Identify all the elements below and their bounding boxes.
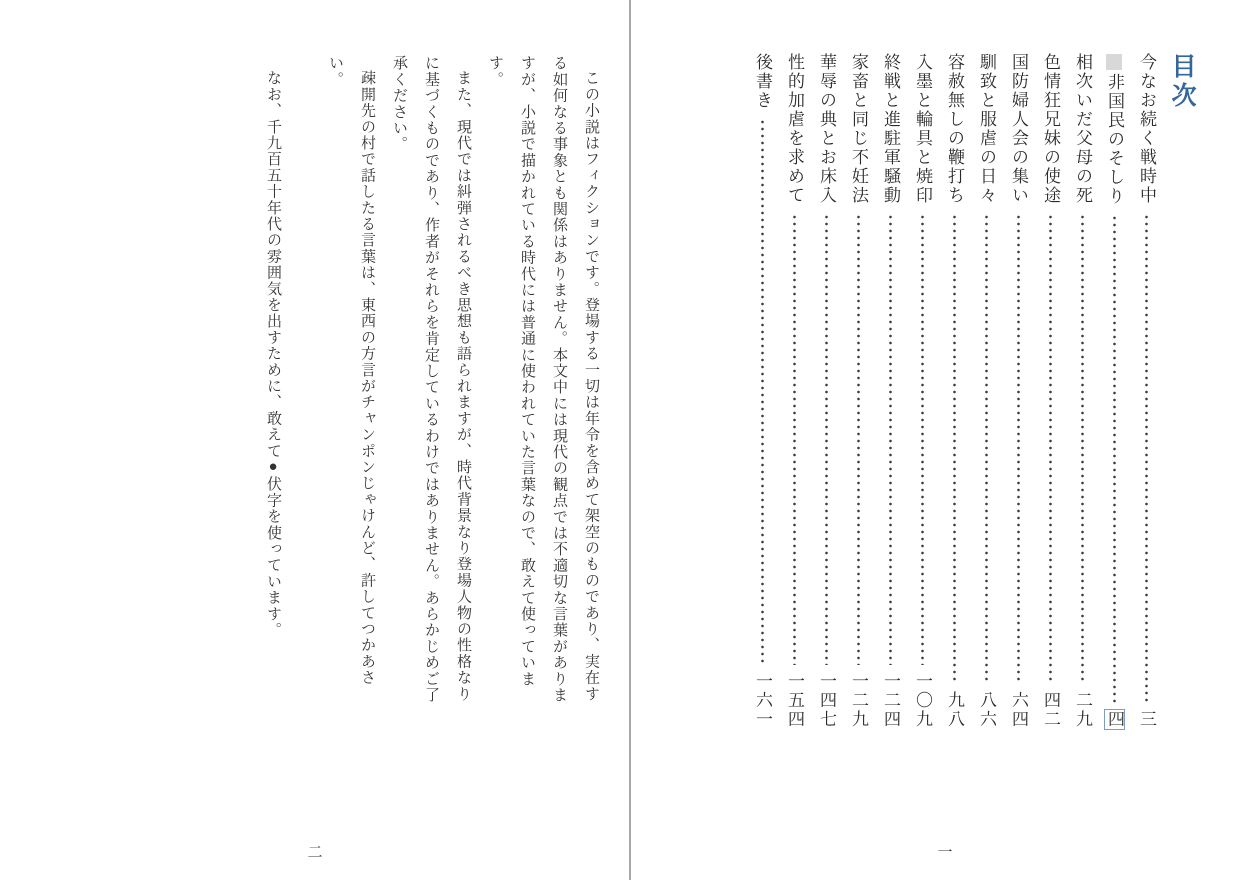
right-folio-page-number: 一 [937, 845, 953, 861]
chapter-title: 家畜と同じ不妊法 [849, 53, 868, 205]
chapter-page-number-linked[interactable]: 四 [1105, 710, 1124, 729]
dot-leader [761, 119, 764, 665]
toc-entry-12[interactable] [785, 53, 804, 729]
toc-entry-6[interactable] [977, 53, 996, 729]
left-folio-page-number: 二 [307, 845, 323, 861]
dot-leader [1049, 214, 1052, 684]
chapter-title: 国防婦人会の集い [1009, 53, 1028, 205]
chapter-page-number: 六四 [1009, 691, 1028, 729]
dot-leader [1017, 214, 1020, 684]
chapter-title: 馴致と服虐の日々 [977, 53, 996, 205]
chapter-title: 終戦と進駐軍騒動 [881, 53, 900, 205]
dot-leader [953, 214, 956, 684]
toc-entry-11[interactable] [817, 53, 836, 729]
chapter-page-number: 三 [1137, 710, 1156, 729]
toc-heading: 目次 [1168, 53, 1195, 111]
toc-entry-2[interactable] [1105, 53, 1124, 729]
chapter-page-number: 四二 [1041, 691, 1060, 729]
toc-entry-13[interactable] [753, 53, 772, 729]
toc-entry-8[interactable] [913, 53, 932, 729]
table-of-contents [740, 53, 1196, 729]
chapter-title: 相次いだ父母の死 [1073, 53, 1092, 205]
chapter-page-number: 一六一 [753, 672, 772, 729]
dot-leader [857, 214, 860, 665]
chapter-title: 性的加虐を求めて [785, 53, 804, 205]
dot-leader [825, 214, 828, 665]
censored-character-block [1106, 54, 1122, 70]
notice-paragraph-2: また、現代では糾弾されるべき思想も語られますが、時代背景なり登場人物の性格なりに基づくものであり、作者がそれらを肯定しているわけではありません。あらかじめご了承ください。 [391, 55, 471, 703]
toc-entry-4[interactable] [1041, 53, 1060, 729]
author-notice [257, 55, 607, 707]
chapter-page-number: 八六 [977, 691, 996, 729]
dot-leader [1081, 214, 1084, 684]
chapter-page-number: 二九 [1073, 691, 1092, 729]
toc-page [630, 0, 1260, 880]
dot-leader [1113, 215, 1116, 703]
chapter-title: 華辱の典とお床入 [817, 53, 836, 205]
toc-entry-5[interactable] [1009, 53, 1028, 729]
toc-entry-7[interactable] [945, 53, 964, 729]
notice-paragraph-3: 疎開先の村で話したる言葉は、東西の方言がチャンポンじゃけんど、許してつかあさい。 [327, 55, 375, 686]
toc-entry-9[interactable] [881, 53, 900, 729]
chapter-title: 非国民のそしり [1105, 53, 1124, 206]
chapter-page-number: 一五四 [785, 672, 804, 729]
notice-paragraph-1: この小説はフィクションです。登場する一切は年令を含めて架空のものであり、実在する如何なる事象とも関係はありません。本文中には現代の観点では不適切な言葉がありますが、小説で描かれている時代には普通に使われていた言葉なので、敢えて使っています。 [487, 55, 599, 703]
page-gutter-divider [629, 0, 631, 880]
notice-paragraph-4: なお、千九百五十年代の雰囲気を出すために、敢えて●伏字を使っています。 [265, 70, 281, 638]
chapter-title: 後書き [753, 53, 772, 110]
chapter-page-number: 一二四 [881, 672, 900, 729]
chapter-title: 容赦無しの鞭打ち [945, 53, 964, 205]
toc-entry-1[interactable] [1137, 53, 1156, 729]
toc-entry-10[interactable] [849, 53, 868, 729]
chapter-title: 今なお続く戦時中 [1137, 53, 1156, 205]
chapter-page-number: 九八 [945, 691, 964, 729]
dot-leader [1145, 214, 1148, 703]
chapter-page-number: 一二九 [849, 672, 868, 729]
dot-leader [921, 214, 924, 665]
dot-leader [793, 214, 796, 665]
chapter-page-number: 一四七 [817, 672, 836, 729]
toc-entry-3[interactable] [1073, 53, 1092, 729]
chapter-page-number: 一〇九 [913, 672, 932, 729]
dot-leader [889, 214, 892, 665]
chapter-title: 入墨と輪具と焼印 [913, 53, 932, 205]
dot-leader [985, 214, 988, 684]
chapter-title: 色情狂兄妹の使途 [1041, 53, 1060, 205]
